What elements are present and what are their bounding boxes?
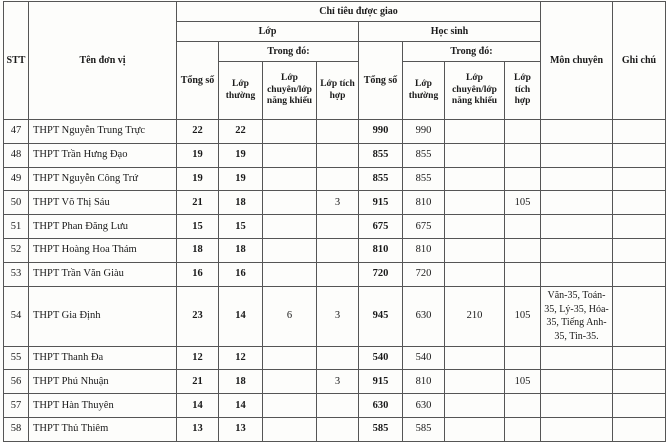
cell-student-regular: 720 [403,262,445,286]
cell-unit-name: THPT Trần Hưng Đạo [29,143,177,167]
cell-class-regular: 18 [219,191,263,215]
cell-specialized-subjects [541,191,613,215]
cell-student-total: 720 [359,262,403,286]
cell-class-specialized [263,370,317,394]
cell-class-regular: 18 [219,238,263,262]
cell-student-regular: 630 [403,286,445,346]
cell-class-regular: 14 [219,394,263,418]
table-row [4,346,666,370]
header-specialized-subjects: Môn chuyên [541,2,613,120]
cell-student-total: 675 [359,215,403,239]
cell-unit-name: THPT Thanh Đa [29,346,177,370]
cell-class-integrated: 3 [317,370,359,394]
header-classes: Lớp [177,22,359,42]
header-class-specialized: Lớp chuyên/lớp năng khiếu [263,62,317,120]
cell-student-total: 630 [359,394,403,418]
cell-class-integrated [317,215,359,239]
cell-class-integrated [317,167,359,191]
cell-class-total: 16 [177,262,219,286]
cell-class-total: 19 [177,167,219,191]
header-student-regular: Lớp thường [403,62,445,120]
cell-student-total: 945 [359,286,403,346]
cell-unit-name: THPT Hàn Thuyên [29,394,177,418]
cell-student-regular: 990 [403,120,445,144]
table-row [4,370,666,394]
cell-notes [613,286,666,346]
cell-class-regular: 22 [219,120,263,144]
cell-class-specialized: 6 [263,286,317,346]
cell-class-specialized [263,167,317,191]
header-unit-name: Tên đơn vị [29,2,177,120]
table-row [4,215,666,239]
cell-stt: 54 [4,286,29,346]
cell-class-integrated [317,417,359,441]
cell-class-regular: 15 [219,215,263,239]
cell-class-specialized [263,215,317,239]
cell-specialized-subjects [541,167,613,191]
cell-stt: 48 [4,143,29,167]
cell-notes [613,215,666,239]
cell-notes [613,120,666,144]
cell-student-regular: 855 [403,167,445,191]
cell-notes [613,191,666,215]
header-students: Học sinh [359,22,541,42]
cell-specialized-subjects [541,394,613,418]
cell-student-integrated [505,262,541,286]
cell-class-integrated: 3 [317,191,359,215]
cell-stt: 55 [4,346,29,370]
cell-class-total: 23 [177,286,219,346]
cell-unit-name: THPT Hoàng Hoa Thám [29,238,177,262]
cell-unit-name: THPT Nguyễn Trung Trực [29,120,177,144]
cell-student-integrated [505,346,541,370]
table-row [4,143,666,167]
cell-class-total: 13 [177,417,219,441]
cell-class-regular: 12 [219,346,263,370]
cell-unit-name: THPT Nguyễn Công Trứ [29,167,177,191]
cell-specialized-subjects [541,346,613,370]
cell-notes [613,262,666,286]
cell-specialized-subjects [541,262,613,286]
cell-student-total: 810 [359,238,403,262]
cell-student-specialized: 210 [445,286,505,346]
cell-student-total: 855 [359,167,403,191]
cell-stt: 50 [4,191,29,215]
cell-class-integrated [317,394,359,418]
cell-unit-name: THPT Võ Thị Sáu [29,191,177,215]
cell-specialized-subjects [541,215,613,239]
cell-student-specialized [445,370,505,394]
cell-class-regular: 16 [219,262,263,286]
header-student-total: Tổng số [359,42,403,120]
cell-specialized-subjects [541,238,613,262]
cell-class-specialized [263,346,317,370]
cell-student-regular: 585 [403,417,445,441]
cell-notes [613,417,666,441]
cell-class-integrated: 3 [317,286,359,346]
cell-student-regular: 855 [403,143,445,167]
header-class-integrated: Lớp tích hợp [317,62,359,120]
table-row [4,167,666,191]
cell-student-regular: 540 [403,346,445,370]
header-student-specialized: Lớp chuyên/lớp năng khiếu [445,62,505,120]
cell-stt: 51 [4,215,29,239]
cell-class-specialized [263,120,317,144]
header-student-integrated: Lớp tích hợp [505,62,541,120]
cell-student-total: 915 [359,191,403,215]
cell-class-regular: 13 [219,417,263,441]
cell-student-specialized [445,120,505,144]
cell-unit-name: THPT Gia Định [29,286,177,346]
cell-student-total: 540 [359,346,403,370]
table-row [4,394,666,418]
cell-class-specialized [263,143,317,167]
header-class-regular: Lớp thường [219,62,263,120]
cell-student-regular: 630 [403,394,445,418]
cell-notes [613,394,666,418]
cell-notes [613,370,666,394]
cell-class-specialized [263,191,317,215]
table-header [4,2,666,120]
cell-class-regular: 14 [219,286,263,346]
cell-class-integrated [317,262,359,286]
cell-student-integrated [505,215,541,239]
cell-class-total: 19 [177,143,219,167]
table-row [4,417,666,441]
cell-student-specialized [445,143,505,167]
cell-class-total: 15 [177,215,219,239]
cell-student-integrated: 105 [505,191,541,215]
cell-specialized-subjects [541,370,613,394]
cell-student-total: 915 [359,370,403,394]
cell-stt: 52 [4,238,29,262]
cell-student-specialized [445,238,505,262]
table-row [4,191,666,215]
cell-class-integrated [317,238,359,262]
cell-class-integrated [317,346,359,370]
cell-specialized-subjects: Văn-35, Toán-35, Lý-35, Hóa-35, Tiếng Anh-35, Tin-35. [541,286,613,346]
cell-class-specialized [263,262,317,286]
header-class-of-which: Trong đó: [219,42,359,62]
table-row [4,262,666,286]
header-class-total: Tổng số [177,42,219,120]
cell-student-integrated [505,238,541,262]
cell-student-integrated [505,417,541,441]
cell-student-regular: 810 [403,370,445,394]
header-assigned-quota: Chỉ tiêu được giao [177,2,541,22]
table-body [4,120,666,442]
cell-class-specialized [263,394,317,418]
cell-student-specialized [445,417,505,441]
cell-notes [613,346,666,370]
cell-class-total: 12 [177,346,219,370]
cell-notes [613,238,666,262]
school-quota-table [3,1,666,442]
cell-stt: 49 [4,167,29,191]
cell-student-integrated [505,120,541,144]
cell-student-total: 585 [359,417,403,441]
cell-specialized-subjects [541,417,613,441]
cell-specialized-subjects [541,120,613,144]
cell-specialized-subjects [541,143,613,167]
cell-stt: 58 [4,417,29,441]
cell-student-specialized [445,262,505,286]
cell-student-integrated: 105 [505,370,541,394]
cell-class-integrated [317,120,359,144]
cell-unit-name: THPT Thủ Thiêm [29,417,177,441]
cell-class-regular: 19 [219,143,263,167]
cell-student-specialized [445,394,505,418]
cell-stt: 53 [4,262,29,286]
cell-student-total: 990 [359,120,403,144]
cell-student-specialized [445,215,505,239]
cell-class-specialized [263,417,317,441]
cell-class-regular: 18 [219,370,263,394]
cell-class-total: 21 [177,191,219,215]
cell-student-specialized [445,346,505,370]
cell-class-specialized [263,238,317,262]
cell-student-integrated [505,143,541,167]
cell-student-regular: 810 [403,238,445,262]
cell-class-total: 21 [177,370,219,394]
cell-class-total: 18 [177,238,219,262]
cell-student-specialized [445,191,505,215]
cell-class-total: 14 [177,394,219,418]
cell-unit-name: THPT Phan Đăng Lưu [29,215,177,239]
cell-class-regular: 19 [219,167,263,191]
cell-student-integrated [505,394,541,418]
table-row [4,238,666,262]
document-page [3,1,657,442]
header-stt: STT [4,2,29,120]
cell-stt: 57 [4,394,29,418]
table-row [4,286,666,346]
cell-student-integrated: 105 [505,286,541,346]
cell-unit-name: THPT Phú Nhuận [29,370,177,394]
header-notes: Ghi chú [613,2,666,120]
cell-student-specialized [445,167,505,191]
cell-notes [613,167,666,191]
cell-notes [613,143,666,167]
header-student-of-which: Trong đó: [403,42,541,62]
table-row [4,120,666,144]
cell-student-integrated [505,167,541,191]
cell-class-total: 22 [177,120,219,144]
cell-class-integrated [317,143,359,167]
cell-stt: 56 [4,370,29,394]
cell-stt: 47 [4,120,29,144]
cell-student-regular: 675 [403,215,445,239]
cell-unit-name: THPT Trần Văn Giàu [29,262,177,286]
cell-student-regular: 810 [403,191,445,215]
cell-student-total: 855 [359,143,403,167]
